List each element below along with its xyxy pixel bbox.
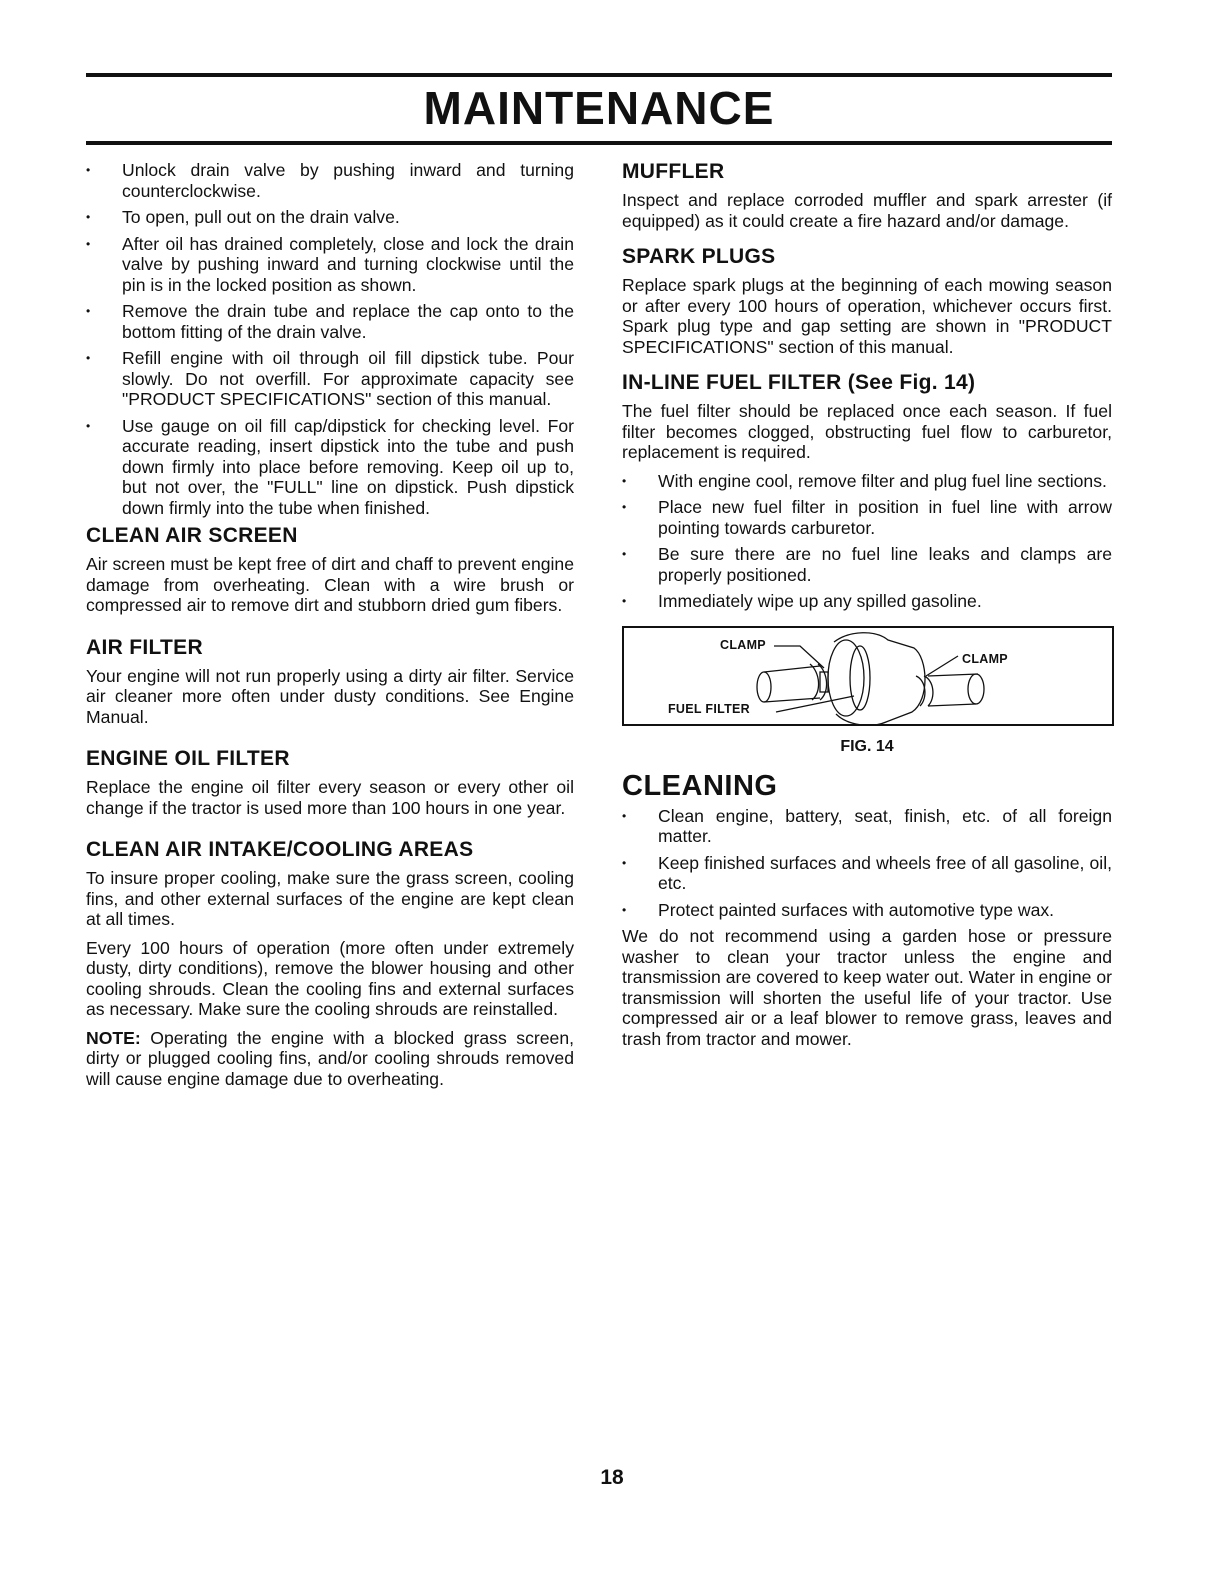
header-top-rule (86, 73, 1112, 77)
clean-air-screen-heading: CLEAN AIR SCREEN (86, 524, 298, 547)
spark-plugs-text: Replace spark plugs at the beginning of each mowing season or after every 100 hours of operation, whichever occurs first. Spark plug type and gap setting are shown in "PRODUCT SPECIFICATIONS" section of this manual. (622, 275, 1112, 357)
list-item: • Protect painted surfaces with automotive type wax. (622, 900, 1112, 921)
list-item: • Immediately wipe up any spilled gasoline. (622, 591, 1112, 612)
fuel-filter-steps (622, 471, 1112, 612)
engine-oil-filter-heading: ENGINE OIL FILTER (86, 747, 290, 770)
list-item: • Use gauge on oil fill cap/dipstick for checking level. For accurate reading, insert dipstick into the tube and push down firmly into place before removing. Keep oil up to, but not over, the "FULL" line on dipstick. Push dipstick down firmly into the tube when finished. (86, 416, 574, 519)
clean-air-intake-heading: CLEAN AIR INTAKE/COOLING AREAS (86, 838, 474, 861)
list-item: • Unlock drain valve by pushing inward and turning counterclockwise. (86, 160, 574, 201)
list-item: • Keep finished surfaces and wheels free of all gasoline, oil, etc. (622, 853, 1112, 894)
clamp-left-label: CLAMP (720, 637, 766, 652)
cleaning-heading: CLEANING (622, 769, 778, 802)
cleaning-steps (622, 806, 1112, 921)
fuel-filter-text: The fuel filter should be replaced once each season. If fuel filter becomes clogged, obstructing fuel flow to carburetor, replacement is required. (622, 401, 1112, 462)
page-number: 18 (600, 1466, 624, 1489)
clamp-right-label: CLAMP (962, 651, 1008, 666)
muffler-heading: MUFFLER (622, 160, 725, 183)
header-bottom-rule (86, 141, 1112, 145)
filter-body (834, 632, 925, 723)
list-item: • Clean engine, battery, seat, finish, etc. of all foreign matter. (622, 806, 1112, 847)
cleaning-text: We do not recommend using a garden hose or pressure washer to clean your tractor unless the engine and transmission are covered to keep water out. Water in engine or transmission will shorten the useful life of your tractor. Use compressed air or a leaf blower to remove grass, leaves and trash from tractor and mower. (622, 926, 1112, 1049)
figure-caption: FIG. 14 (840, 737, 894, 755)
fuel-filter-heading: IN-LINE FUEL FILTER (See Fig. 14) (622, 371, 976, 394)
oil-drain-steps (86, 160, 574, 518)
note-label: NOTE: (86, 1027, 141, 1048)
clean-air-screen-text: Air screen must be kept free of dirt and chaff to prevent engine damage from overheating. Clean with a wire brush or compressed air to remove dirt and stubborn dried gum fibers. (86, 554, 574, 615)
right-hose-end (968, 674, 984, 704)
list-item: • Be sure there are no fuel line leaks and clamps are properly positioned. (622, 544, 1112, 585)
engine-oil-filter-text: Replace the engine oil filter every season or every other oil change if the tractor is used more than 100 hours in one year. (86, 777, 574, 818)
list-item: • After oil has drained completely, close and lock the drain valve by pushing inward and turning clockwise until the pin is in the locked position as shown. (86, 234, 574, 296)
fuel-filter-figure (622, 626, 1114, 726)
air-filter-text: Your engine will not run properly using a dirty air filter. Service air cleaner more often under dusty conditions. See Engine Manual. (86, 665, 574, 727)
left-clamp-leader (774, 646, 824, 668)
muffler-text: Inspect and replace corroded muffler and spark arrester (if equipped) as it could create a fire hazard and/or damage. (622, 190, 1112, 231)
left-hose (764, 666, 820, 702)
air-filter-heading: AIR FILTER (86, 635, 203, 659)
page-title: MAINTENANCE (423, 82, 775, 134)
list-item: • Remove the drain tube and replace the cap onto to the bottom fitting of the drain valve. (86, 301, 574, 342)
clean-air-intake-text-2: Every 100 hours of operation (more often under extremely dusty, dirty conditions), remove the blower housing and other cooling shrouds. Clean the cooling fins and external surfaces as necessary. Make sure the cooling shrouds are reinstalled. (86, 937, 574, 1019)
left-hose-end (757, 672, 771, 702)
filter-face (828, 640, 864, 716)
left-column (86, 160, 574, 1089)
right-column (622, 160, 1112, 1049)
list-item: • Place new fuel filter in position in fuel line with arrow pointing towards carburetor. (622, 497, 1112, 538)
left-clamp (810, 664, 827, 700)
right-clamp-leader (926, 656, 958, 676)
note-paragraph (86, 1028, 574, 1090)
note-text: Operating the engine with a blocked grass screen, dirty or plugged cooling fins, and/or cooling shrouds removed will cause engine damage due to overheating. (86, 1027, 574, 1089)
list-item: • Refill engine with oil through oil fill dipstick tube. Pour slowly. Do not overfill. For approximate capacity see "PRODUCT SPECIFICATIONS" section of this manual. (86, 348, 574, 410)
fuel-filter-label: FUEL FILTER (668, 701, 750, 716)
clean-air-intake-text-1: To insure proper cooling, make sure the grass screen, cooling fins, and other external surfaces of the engine are kept clean at all times. (86, 868, 574, 929)
spark-plugs-heading: SPARK PLUGS (622, 245, 776, 268)
list-item: • With engine cool, remove filter and plug fuel line sections. (622, 471, 1112, 492)
list-item: • To open, pull out on the drain valve. (86, 207, 574, 228)
